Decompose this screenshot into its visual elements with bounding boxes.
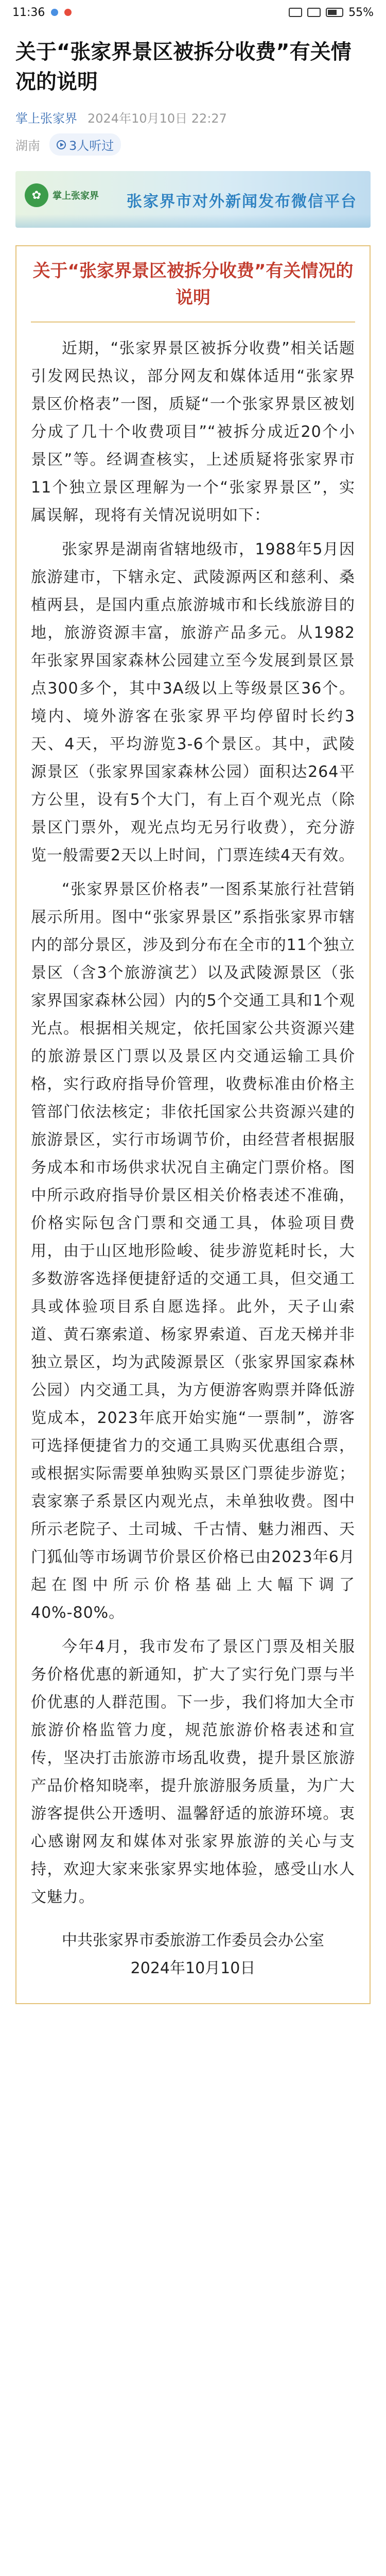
- banner-slogan: 张家界市对外新闻发布微信平台: [127, 193, 357, 211]
- article-region: 湖南: [15, 139, 40, 153]
- status-right: [289, 6, 374, 19]
- statement-document: [15, 245, 371, 2004]
- notification-icon: [51, 9, 58, 16]
- document-paragraph: 今年4月，我市发布了景区门票及相关服务价格优惠的新通知，扩大了实行免门票与半价优惠的人群范围。下一步，我们将加大全市旅游价格监管力度，规范旅游价格表述和宣传，坚决打击旅游市场乱收费，提升景区旅游产品价格知晓率，提升旅游服务质量，为广大游客提供公开透明、温馨舒适的旅游环境。衷心感谢网友和媒体对张家界旅游的关心与支持，欢迎大家来张家界实地体验，感受山水人文魅力。: [31, 1638, 355, 1906]
- app-icon: [64, 9, 72, 16]
- banner-wave-decoration: [15, 214, 371, 228]
- article: [0, 25, 386, 2004]
- banner-logo: [25, 183, 99, 207]
- article-meta: [15, 108, 371, 126]
- document-title: 关于“张家界景区被拆分收费”有关情况的说明: [32, 261, 354, 308]
- article-datetime: 2024年10月10日 22:27: [87, 111, 227, 126]
- banner-logo-text: 掌上张家界: [52, 191, 99, 201]
- wifi-icon: [289, 8, 302, 17]
- article-title: 关于“张家界景区被拆分收费”有关情况的说明: [15, 40, 352, 94]
- brand-logo-icon: ✿: [25, 183, 48, 207]
- document-signature: 中共张家界市委旅游工作委员会办公室: [62, 1931, 324, 1950]
- header-banner: [15, 171, 371, 228]
- status-bar: [0, 0, 386, 25]
- listeners-count: 3人听过: [69, 139, 114, 153]
- document-paragraph: “张家界景区价格表”一图系某旅行社营销展示所用。图中“张家界景区”系指张家界市辖内的部分景区，涉及到分布在全市的11个独立景区（含3个旅游演艺）以及武陵源景区（张家界国家森林公园）内的5个交通工具和1个观光点。根据相关规定，依托国家公共资源兴建的旅游景区门票以及景区内交通运输工具价格，实行政府指导价管理，收费标准由价格主管部门依法核定；非依托国家公共资源兴建的旅游景区，实行市场调节价，由经营者根据服务成本和市场供求状况自主确定门票价格。图中所示政府指导价景区相关价格表述不准确，价格实际包含门票和交通工具，体验项目费用，由于山区地形险峻、徒步游览耗时长，大多数游客选择便捷舒适的交通工具，但交通工具或体验项目系自愿选择。此外，天子山索道、黄石寨索道、杨家界索道、百龙天梯并非独立景区，均为武陵源景区（张家界国家森林公园）内交通工具，为方便游客购票并降低游览成本，2023年底开始实施“一票制”，游客可选择便捷省力的交通工具购买优惠组合票，或根据实际需要单独购买景区门票徒步游览；袁家寨子系景区内观光点，未单独收费。图中所示老院子、土司城、千古情、魅力湘西、天门狐仙等市场调节价景区价格已由2023年6月起在图中所示价格基础上大幅下调了40%-80%。: [31, 880, 355, 1622]
- battery-icon: [326, 8, 343, 17]
- document-divider: [31, 321, 355, 323]
- article-meta-secondary: [15, 133, 371, 156]
- signal-icon: [307, 8, 321, 17]
- listen-button[interactable]: [49, 133, 121, 156]
- play-icon: [57, 140, 66, 149]
- document-date: 2024年10月10日: [130, 1959, 256, 1977]
- battery-level: 55%: [348, 6, 374, 19]
- document-paragraph: 近期，“张家界景区被拆分收费”相关话题引发网民热议，部分网友和媒体适用“张家界景区价格表”一图，质疑“一个张家界景区被划分成了几十个收费项目”“被拆分成近20个小景区”等。经调查核实，上述质疑将张家界市11个独立景区理解为一个“张家界景区”，实属误解，现将有关情况说明如下：: [31, 340, 355, 524]
- document-paragraph: 张家界是湖南省辖地级市，1988年5月因旅游建市，下辖永定、武陵源两区和慈利、桑植两县，是国内重点旅游城市和长线旅游目的地，旅游资源丰富，旅游产品多元。从1982年张家界国家森林公园建立至今发展到景区景点300多个，其中3A级以上等级景区36个。境内、境外游客在张家界平均停留时长约3天、4天，平均游览3-6个景区。其中，武陵源景区（张家界国家森林公园）面积达264平方公里，设有5个大门，有上百个观光点（除景区门票外，观光点均无另行收费），充分游览一般需要2天以上时间，门票连续4天有效。: [31, 540, 355, 865]
- status-time: 11:36: [12, 6, 45, 19]
- article-author[interactable]: 掌上张家界: [15, 111, 77, 126]
- status-left: [12, 6, 72, 19]
